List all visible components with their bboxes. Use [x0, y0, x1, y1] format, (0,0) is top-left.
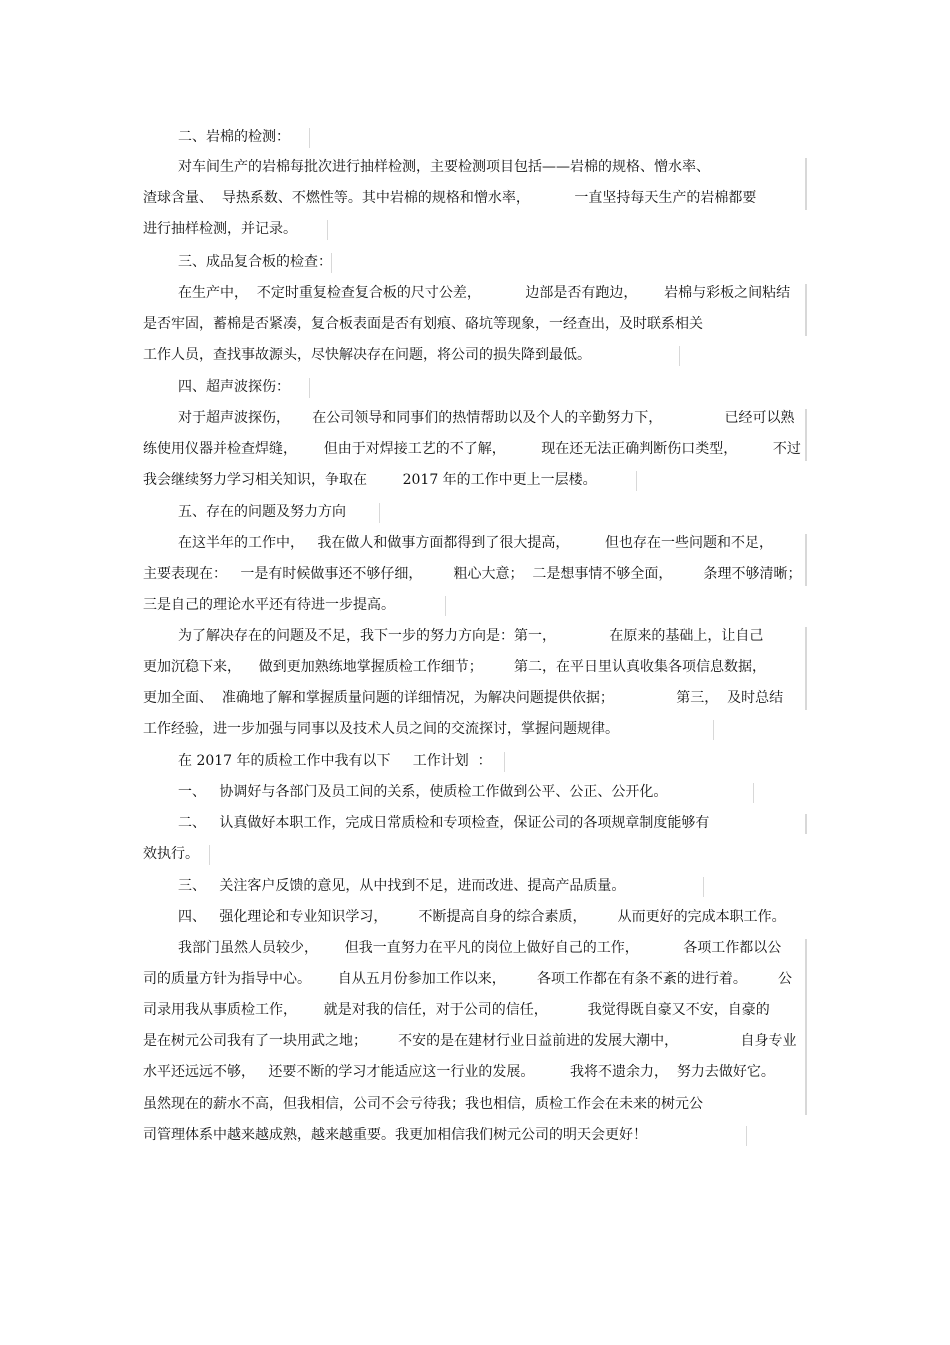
right-margin-guide — [805, 814, 807, 834]
work-plan-item: 二、 认真做好本职工作，完成日常质检和专项检查，保证公司的各项规章制度能够有 — [178, 815, 710, 831]
paragraph-line: 对车间生产的岩棉每批次进行抽样检测，主要检测项目包括——岩棉的规格、憎水率、 — [178, 159, 710, 175]
paragraph-line: 在生产中， 不定时重复检查复合板的尺寸公差， 边部是否有跑边， 岩棉与彩板之间粘结 — [178, 285, 791, 301]
paragraph-line: 对于超声波探伤， 在公司领导和同事们的热情帮助以及个人的辛勤努力下， 已经可以熟 — [178, 410, 795, 426]
right-margin-guide — [805, 534, 807, 586]
paragraph-line: 三是自己的理论水平还有待进一步提高。 — [143, 597, 395, 613]
paragraph-line: 更加全面、 准确地了解和掌握质量问题的详细情况，为解决问题提供依据； 第三， 及时总结 — [143, 690, 784, 706]
right-margin-guide — [805, 627, 807, 710]
paragraph-line: 工作人员，查找事故源头，尽快解决存在问题，将公司的损失降到最低。 — [143, 347, 591, 363]
right-margin-guide — [805, 939, 807, 1115]
heading-ultrasonic-testing: 四、超声波探伤： — [178, 379, 290, 395]
paragraph-line: 是否牢固，蓄棉是否紧凑，复合板表面是否有划痕、硌坑等现象，一经查出，及时联系相关 — [143, 316, 703, 332]
heading-composite-panel-inspection: 三、成品复合板的检查： — [178, 254, 332, 270]
paragraph-line: 为了解决存在的问题及不足，我下一步的努力方向是：第一， 在原来的基础上，让自己 — [178, 628, 764, 644]
paragraph-line: 我部门虽然人员较少， 但我一直努力在平凡的岗位上做好自己的工作， 各项工作都以公 — [178, 940, 782, 956]
paragraph-line: 是在树元公司我有了一块用武之地； 不安的是在建材行业日益前进的发展大潮中， 自身专业 — [143, 1033, 797, 1049]
right-margin-guide — [805, 409, 807, 461]
right-margin-guide — [805, 284, 807, 336]
paragraph-line: 渣球含量、 导热系数、不燃性等。其中岩棉的规格和憎水率， 一直坚持每天生产的岩棉都要 — [143, 190, 757, 206]
paragraph-line: 工作经验，进一步加强与同事以及技术人员之间的交流探讨，掌握问题规律。 — [143, 721, 619, 737]
paragraph-line: 虽然现在的薪水不高，但我相信，公司不会亏待我；我也相信，质检工作会在未来的树元公 — [143, 1096, 703, 1112]
right-margin-guide — [805, 158, 807, 210]
paragraph-line: 司录用我从事质检工作， 就是对我的信任，对于公司的信任， 我觉得既自豪又不安，自豪的 — [143, 1002, 770, 1018]
paragraph-line: 效执行。 — [143, 846, 199, 862]
paragraph-line: 练使用仪器并检查焊缝， 但由于对焊接工艺的不了解， 现在还无法正确判断伤口类型， 不过 — [143, 441, 801, 457]
heading-problems-and-direction: 五、存在的问题及努力方向 — [178, 504, 346, 520]
work-plan-intro: 在 2017 年的质检工作中我有以下 工作计划 ： — [178, 753, 492, 769]
paragraph-line: 在这半年的工作中， 我在做人和做事方面都得到了很大提高， 但也存在一些问题和不足， — [178, 535, 773, 551]
paragraph-line: 我会继续努力学习相关知识，争取在 2017 年的工作中更上一层楼。 — [143, 472, 597, 488]
heading-rock-wool-inspection: 二、岩棉的检测： — [178, 129, 290, 145]
work-plan-item: 三、 关注客户反馈的意见，从中找到不足，进而改进、提高产品质量。 — [178, 878, 626, 894]
paragraph-line: 进行抽样检测，并记录。 — [143, 221, 297, 237]
paragraph-line: 司管理体系中越来越成熟，越来越重要。我更加相信我们树元公司的明天会更好！ — [143, 1127, 647, 1143]
paragraph-line: 司的质量方针为指导中心。 自从五月份参加工作以来， 各项工作都在有条不紊的进行着。 公 — [143, 971, 793, 987]
work-plan-item: 四、 强化理论和专业知识学习， 不断提高自身的综合素质， 从而更好的完成本职工作。 — [178, 909, 786, 925]
work-plan-item: 一、 协调好与各部门及员工间的关系，使质检工作做到公平、公正、公开化。 — [178, 784, 668, 800]
paragraph-line: 主要表现在： 一是有时候做事还不够仔细， 粗心大意； 二是想事情不够全面， 条理不够清晰； — [143, 566, 802, 582]
paragraph-line: 更加沉稳下来， 做到更加熟练地掌握质检工作细节； 第二，在平日里认真收集各项信息数据， — [143, 659, 766, 675]
paragraph-line: 水平还远远不够， 还要不断的学习才能适应这一行业的发展。 我将不遗余力， 努力去做好它。 — [143, 1064, 775, 1080]
